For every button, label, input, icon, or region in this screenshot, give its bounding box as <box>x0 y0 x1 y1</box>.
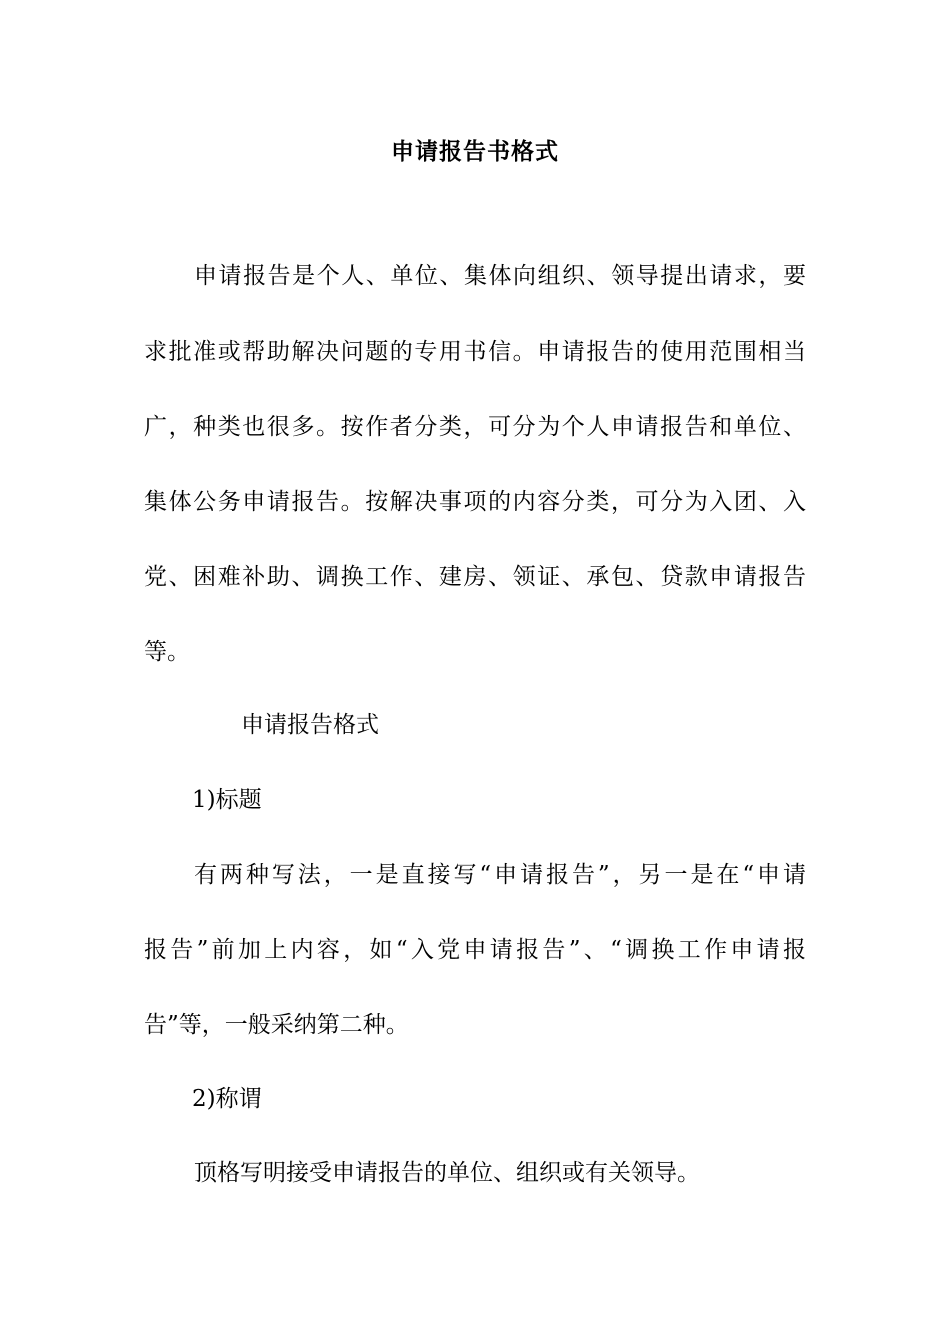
paragraph-line: 广，种类也很多。按作者分类，可分为个人申请报告和单位、 <box>144 414 806 440</box>
section-heading: 申请报告格式 <box>241 712 379 738</box>
subheading-salutation: 2)称谓 <box>192 1086 262 1112</box>
paragraph-line: 申请报告是个人、单位、集体向组织、领导提出请求，要 <box>194 263 806 289</box>
paragraph-line: 等。 <box>144 639 190 665</box>
paragraph-line: 报告”前加上内容，如“入党申请报告”、“调换工作申请报 <box>144 937 806 963</box>
paragraph-line: 党、困难补助、调换工作、建房、领证、承包、贷款申请报告 <box>144 564 806 590</box>
paragraph-line: 集体公务申请报告。按解决事项的内容分类，可分为入团、入 <box>144 489 806 515</box>
subheading-title: 1)标题 <box>192 787 262 813</box>
paragraph-line: 告”等，一般采纳第二种。 <box>144 1012 409 1038</box>
document-title: 申请报告书格式 <box>391 138 559 165</box>
paragraph-line: 顶格写明接受申请报告的单位、组织或有关领导。 <box>194 1160 700 1186</box>
paragraph-line: 求批准或帮助解决问题的专用书信。申请报告的使用范围相当 <box>144 339 806 365</box>
paragraph-line: 有两种写法，一是直接写“申请报告”，另一是在“申请 <box>194 862 806 888</box>
